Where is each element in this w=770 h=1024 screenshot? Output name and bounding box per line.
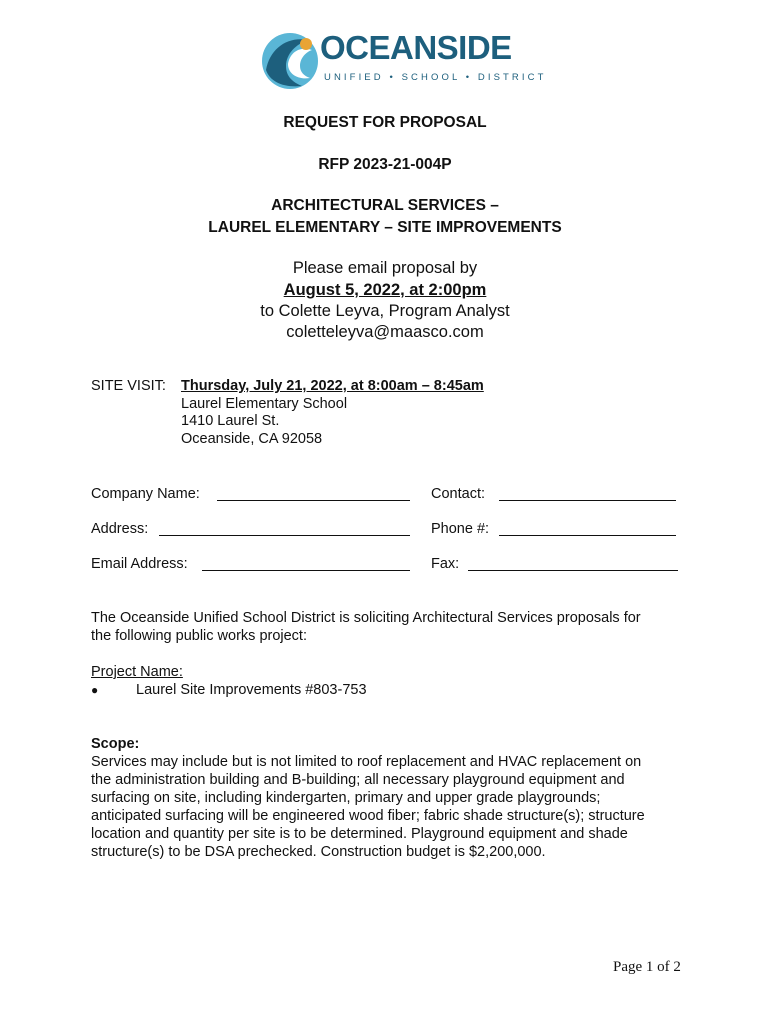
scope-line-4: anticipated surfacing will be engineered wood fiber; fabric shade structure(s); structure bbox=[91, 808, 645, 824]
bullet-icon: ● bbox=[91, 683, 99, 697]
email-address-label: Email Address: bbox=[91, 556, 188, 572]
site-visit-location: Laurel Elementary School bbox=[181, 396, 348, 412]
contact-field[interactable] bbox=[499, 500, 676, 501]
rfp-number: RFP 2023-21-004P bbox=[318, 156, 452, 173]
submission-deadline: August 5, 2022, at 2:00pm bbox=[283, 281, 487, 299]
submission-recipient: to Colette Leyva, Program Analyst bbox=[260, 302, 510, 320]
submission-instruction: Please email proposal by bbox=[292, 259, 478, 277]
document-title: REQUEST FOR PROPOSAL bbox=[283, 114, 487, 131]
scope-line-6: structure(s) to be DSA prechecked. Construction budget is $2,200,000. bbox=[91, 844, 546, 860]
address-field[interactable] bbox=[159, 535, 410, 536]
project-title-line1: ARCHITECTURAL SERVICES – bbox=[271, 197, 499, 214]
wave-emblem-icon bbox=[262, 30, 318, 92]
company-name-label: Company Name: bbox=[91, 486, 200, 502]
project-name-item: Laurel Site Improvements #803-753 bbox=[136, 682, 367, 698]
fax-field[interactable] bbox=[468, 570, 678, 571]
scope-line-3: surfacing on site, including kindergarten, primary and upper grade playgrounds; bbox=[91, 790, 601, 806]
submission-email[interactable]: coletteleyva@maasco.com bbox=[286, 323, 484, 341]
email-address-field[interactable] bbox=[202, 570, 410, 571]
company-name-field[interactable] bbox=[217, 500, 410, 501]
intro-line-2: the following public works project: bbox=[91, 628, 307, 644]
phone-label: Phone #: bbox=[431, 521, 490, 537]
district-logo bbox=[262, 28, 547, 94]
site-visit-street: 1410 Laurel St. bbox=[181, 413, 280, 429]
phone-field[interactable] bbox=[499, 535, 676, 536]
scope-line-1: Services may include but is not limited to roof replacement and HVAC replacement on bbox=[91, 754, 642, 770]
project-title-line2: LAUREL ELEMENTARY – SITE IMPROVEMENTS bbox=[208, 219, 562, 236]
intro-line-1: The Oceanside Unified School District is soliciting Architectural Services proposals for bbox=[91, 610, 641, 626]
page-number: Page 1 of 2 bbox=[613, 959, 681, 975]
logo-subtitle: UNIFIED • SCHOOL • DISTRICT bbox=[324, 72, 547, 83]
logo-wordmark: OCEANSIDE bbox=[320, 29, 512, 66]
scope-line-2: the administration building and B-building; all necessary playground equipment and bbox=[91, 772, 625, 788]
address-label: Address: bbox=[91, 521, 149, 537]
scope-line-5: location and quantity per site is to be determined. Playground equipment and shade bbox=[91, 826, 628, 842]
project-name-label: Project Name: bbox=[91, 664, 183, 680]
site-visit-city: Oceanside, CA 92058 bbox=[181, 431, 323, 447]
site-visit-datetime: Thursday, July 21, 2022, at 8:00am – 8:45am bbox=[181, 378, 484, 394]
contact-label: Contact: bbox=[431, 486, 485, 502]
scope-label: Scope: bbox=[91, 736, 140, 752]
site-visit-label: SITE VISIT: bbox=[91, 378, 166, 394]
fax-label: Fax: bbox=[431, 556, 460, 572]
